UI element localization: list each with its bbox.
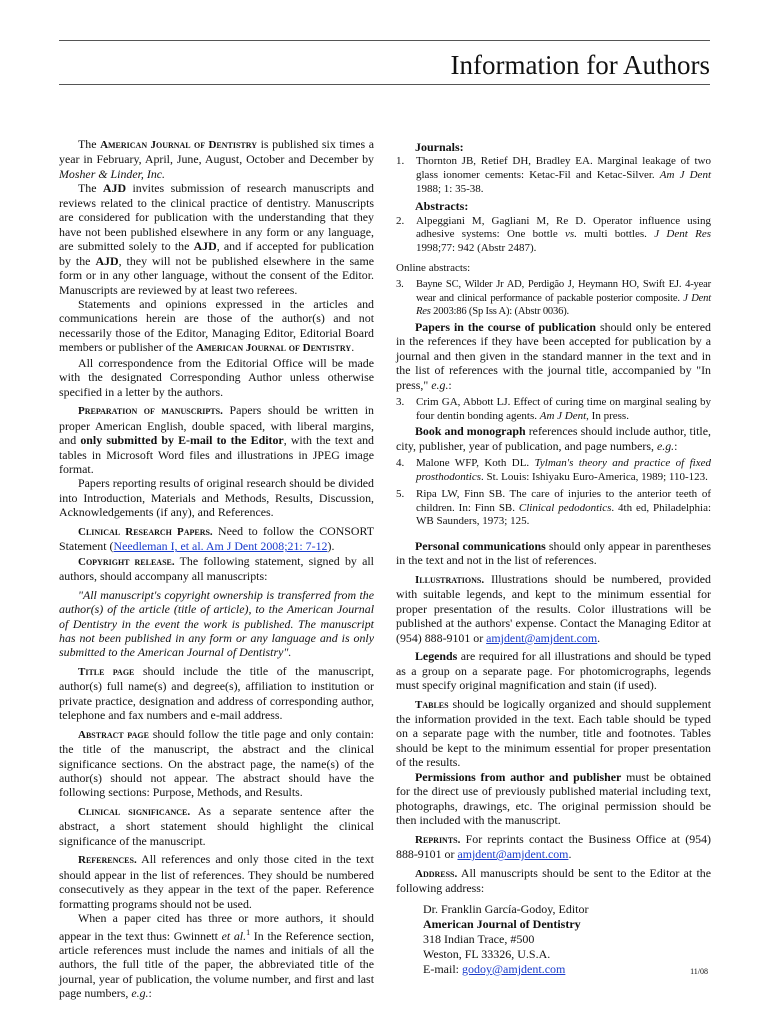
journal-name: American Journal of Dentistry (100, 139, 258, 151)
permissions-paragraph: Permissions from author and publisher must be obtained for the direct use of previously published material including text, photographs, drawings, etc. The original permission should be then included with the manuscript. (396, 769, 711, 828)
address-paragraph: Address. All manuscripts should be sent to the Editor at the following address: (396, 865, 711, 895)
email-link[interactable]: amjdent@amjdent.com (457, 847, 569, 862)
permissions-heading: Permissions from author and publisher (415, 769, 622, 784)
personal-communications-paragraph: Personal communications should only appear in parentheses in the text and not in the list of references. (396, 539, 711, 568)
in-press-heading: Papers in the course of publication (415, 319, 597, 334)
clinical-significance-paragraph: Clinical significance. As a separate sentence after the abstract, a short statement should highlight the clinical significance of the manuscript. (59, 803, 375, 848)
legends-heading: Legends (415, 649, 458, 664)
page-title: Information for Authors (450, 50, 710, 80)
reference-item: 3. Crim GA, Abbott LJ. Effect of curing time on marginal sealing by four dentin bonding agents. Am J Dent, In press. (396, 395, 711, 422)
clinical-significance-heading: Clinical significance. (78, 805, 191, 818)
address-line: Weston, FL 33326, U.S.A. (423, 946, 551, 961)
reference-item: 3. Bayne SC, Wilder Jr AD, Perdigão J, Heymann HO, Swift EJ. 4-year wear and clinical performance of packable posterior composite. J Dent Res 2003:86 (Sp Iss A): (Abstr 0036). (396, 278, 711, 318)
online-abstracts-heading: Online abstracts: (396, 262, 471, 275)
editor-email-link[interactable]: godoy@amjdent.com (462, 961, 566, 976)
copyright-heading: Copyright release. (78, 555, 175, 568)
title-rule (59, 84, 710, 85)
clinical-research-heading: Clinical Research Papers. (78, 525, 213, 538)
book-heading: Book and monograph (415, 424, 526, 439)
tables-paragraph: Tables should be logically organized and should supplement the information provided in the text. Each table should be typed on a separate page with the number, title and footnotes. Tables should be kept to the minimum essential for proper presentation of the results. (396, 696, 711, 770)
reprints-paragraph: Reprints. For reprints contact the Business Office at (954) 888-9101 or amjdent@amjdent.com. (396, 831, 711, 862)
clinical-research-paragraph: Clinical Research Papers. Need to follow the CONSORT Statement (Needleman I, et al. Am J Dent 2008;21: 7-12). (59, 523, 374, 554)
address-line: Dr. Franklin García-Godoy, Editor (423, 902, 589, 917)
title-page-paragraph: Title page should include the title of the manuscript, author(s) full name(s) and degree(s), affiliation to institution or private practice, designation and address of corresponding author, telephone and fax numbers and e-mail address. (59, 663, 374, 723)
references-paragraph: References. All references and only those cited in the text should appear in the list of references. They should be numbered consecutively as they appear in the text of the paper. Reference formatting programs should not be used. (59, 852, 374, 911)
editor-address (423, 902, 711, 976)
reference-item: 4. Malone WFP, Koth DL. Tylman's theory and practice of fixed prosthodontics. St. Louis: Ishiyaku Euro-America, 1989; 110-123. (396, 457, 711, 483)
reprints-heading: Reprints. (415, 833, 461, 846)
left-column (59, 137, 374, 1001)
preparation-paragraph: Preparation of manuscripts. Papers should be written in proper American English, double spaced, with liberal margins, and only submitted by E-mail to the Editor, with the text and tables in Microsoft Word files and illustrations in JPEG image format. (59, 403, 374, 476)
journals-heading: Journals: (415, 140, 464, 154)
reference-item: 2. Alpeggiani M, Gagliani M, Re D. Operator influence using adhesive systems: One bottle vs. multi bottles. J Dent Res 1998;77: 942 (Abstr 2487). (396, 214, 711, 254)
preparation-heading: Preparation of manuscripts. (78, 405, 223, 418)
top-rule (59, 40, 710, 41)
address-line: 318 Indian Trace, #500 (423, 932, 535, 947)
references-heading: References. (78, 854, 137, 867)
abstract-page-heading: Abstract page (78, 728, 149, 741)
tables-heading: Tables (415, 698, 449, 711)
publisher-name: Mosher & Linder, Inc. (59, 166, 166, 181)
address-heading: Address. (415, 867, 458, 880)
copyright-statement: "All manuscript's copyright ownership is transferred from the author(s) of the article (title of article), to the American Journal of Dentistry in the event the work is published. The manuscript has not been published in any form or any language and is only submitted to the American Journal of Dentistry". (59, 587, 374, 660)
date-code: 11/08 (690, 967, 708, 976)
personal-communications-heading: Personal communications (415, 539, 546, 554)
right-column (396, 137, 711, 976)
opinions-paragraph: Statements and opinions expressed in the articles and communications herein are those of the author(s) and not necessarily those of the Editor, Managing Editor, Editorial Board members or publisher of the American Journal of Dentistry. (59, 296, 374, 355)
illustrations-heading: Illustrations. (415, 573, 485, 586)
consort-link[interactable]: Needleman I, et al. Am J Dent 2008;21: 7-12 (113, 539, 328, 554)
legends-paragraph: Legends are required for all illustrations and should be typed as a group on a separate page. For photomicrographs, legends must specify original magnification and stain (if used). (396, 649, 711, 693)
title-page-heading: Title page (78, 665, 135, 678)
copyright-paragraph: Copyright release. The following statement, signed by all authors, should accompany all manuscripts: (59, 553, 374, 584)
in-press-paragraph: Papers in the course of publication should only be entered in the references if they have been accepted for publication by a journal and then given in the standard manner in the text and in the list of references with the journal title, accompanied by "In press," e.g.: (396, 319, 711, 392)
abstract-page-paragraph: Abstract page should follow the title page and only contain: the title of the manuscript, the abstract and the clinical significance sections. On the abstract page, the name(s) of the author(s) should not appear. The abstract should have the following sections: Purpose, Methods, and Results. (59, 726, 374, 800)
intro-paragraph: The American Journal of Dentistry is published six times a year in February, April, June, August, October and December by Mosher & Linder, Inc. (59, 137, 374, 181)
address-email-line: E-mail: godoy@amjdent.com (423, 961, 566, 976)
reference-item: 5. Ripa LW, Finn SB. The care of injuries to the anterior teeth of children. In: Finn SB. Clinical pedodontics. 4th ed, Philadelphia: WB Saunders, 1973; 125. (396, 488, 712, 528)
citation-paragraph: When a paper cited has three or more authors, it should appear in the text thus: Gwinnett et al.$^1$ In the Reference section, article references must include the names and initials of all the authors, the full title of the paper, the abbreviated title of the journal, year of publication, the volume number, and first and last page numbers, e.g.: (59, 911, 374, 1001)
correspondence-paragraph: All correspondence from the Editorial Office will be made with the designated Corresponding Author unless otherwise specified in a letter by the authors. (59, 355, 374, 399)
structure-paragraph: Papers reporting results of original research should be divided into Introduction, Materials and Methods, Results, Discussion, Acknowledgements (if any), and References. (59, 476, 374, 520)
illustrations-paragraph: Illustrations. Illustrations should be numbered, provided with suitable legends, and kept to the minimum essential for proper presentation of the results. Color illustrations will be published at the authors' expense. Contact the Managing Editor at (954) 888-9101 or amjdent@amjdent.com. (396, 571, 711, 645)
reference-item: 1. Thornton JB, Retief DH, Bradley EA. Marginal leakage of two glass ionomer cements: Ketac-Fil and Ketac-Silver. Am J Dent 1988; 1: 35-38. (396, 155, 711, 195)
book-paragraph: Book and monograph references should include author, title, city, publisher, year of publication, and page numbers, e.g.: (396, 424, 711, 453)
address-line: American Journal of Dentistry (423, 917, 581, 932)
email-link[interactable]: amjdent@amjdent.com (486, 630, 598, 645)
abstracts-heading: Abstracts: (415, 199, 469, 214)
submission-paragraph: The AJD invites submission of research manuscripts and reviews related to the clinical practice of dentistry. Manuscripts are considered for publication with the understanding that they have not been published elsewhere in any form or any language, are submitted solely to the AJD, and if accepted for publication by the AJD, they will not be published elsewhere in the same form or in any other language, without the consent of the Editor. Manuscripts are reviewed by at least two referees. (59, 181, 374, 297)
